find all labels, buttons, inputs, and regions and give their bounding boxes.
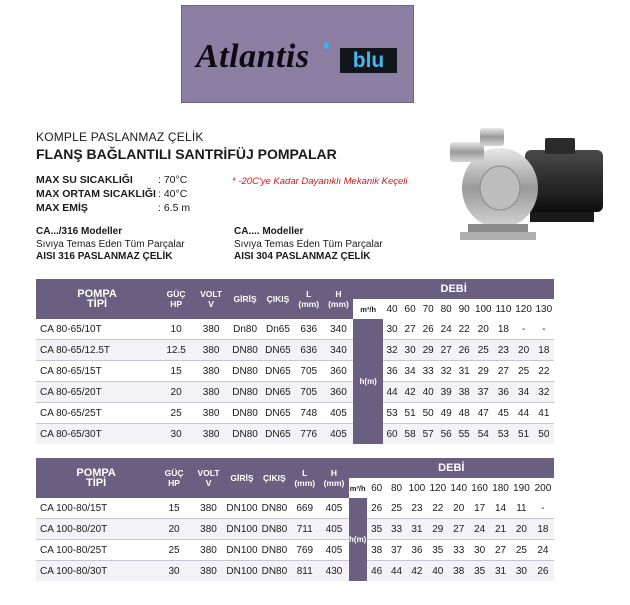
head-value: 25 — [514, 361, 534, 382]
head-value: 30 — [469, 540, 490, 561]
hp-cell: 10 — [170, 323, 182, 335]
model-cell: CA 100-80/25T — [36, 540, 156, 561]
head-value: 40 — [419, 382, 437, 403]
header-giris: GİRİŞ — [225, 458, 258, 498]
outlet-cell: DN65 — [262, 424, 294, 445]
head-value: 25 — [390, 502, 403, 514]
pump-table-80-65 — [36, 279, 554, 444]
head-value: 36 — [383, 361, 401, 382]
flow-value: 120 — [514, 299, 534, 319]
head-value: 35 — [469, 561, 490, 582]
material-316 — [36, 226, 185, 264]
head-value: 34 — [401, 361, 419, 382]
head-value: 51 — [514, 424, 534, 445]
height-cell: 340 — [324, 340, 354, 361]
head-value: 27 — [437, 340, 455, 361]
head-value: 33 — [448, 540, 469, 561]
head-value: 29 — [427, 519, 448, 540]
model-cell: CA 80-65/10T — [40, 323, 102, 335]
model-cell: CA 100-80/30T — [36, 561, 156, 582]
flow-value: 110 — [493, 299, 513, 319]
length-cell: 636 — [294, 340, 324, 361]
volt-cell: 380 — [194, 403, 228, 424]
brand-suffix: blu — [340, 48, 397, 73]
outlet-cell: Dn65 — [266, 323, 290, 335]
head-value: 32 — [534, 382, 554, 403]
height-cell: 430 — [319, 561, 348, 582]
head-value: 23 — [493, 340, 513, 361]
table-row — [36, 361, 554, 382]
inlet-cell: DN100 — [225, 540, 258, 561]
flow-value: 60 — [401, 299, 419, 319]
head-value: 50 — [419, 403, 437, 424]
length-cell: 636 — [300, 323, 318, 335]
head-value: 32 — [383, 340, 401, 361]
header-pompa: POMPA TİPİ — [36, 458, 156, 498]
head-value: 35 — [367, 519, 387, 540]
table-row — [36, 519, 554, 540]
head-value: 51 — [401, 403, 419, 424]
material-title: CA.... Modeller — [234, 226, 304, 237]
head-value: 26 — [422, 323, 434, 335]
head-value: 42 — [401, 382, 419, 403]
hp-cell: 30 — [156, 561, 192, 582]
volt-cell: 380 — [194, 382, 228, 403]
spec-max-suction — [36, 202, 190, 214]
inlet-cell: Dn80 — [233, 323, 258, 335]
head-value: 46 — [367, 561, 387, 582]
header-guc: GÜÇ HP — [156, 458, 192, 498]
head-value: 18 — [534, 340, 554, 361]
spec-water-temp — [36, 174, 187, 186]
header-guc: GÜÇ HP — [158, 279, 194, 319]
title-line-2: FLANŞ BAĞLANTILI SANTRİFÜJ POMPALAR — [36, 146, 337, 162]
flow-value: 40 — [383, 299, 401, 319]
length-cell: 711 — [290, 519, 319, 540]
spec-value: : 40°C — [158, 188, 188, 200]
head-value: 20 — [511, 519, 532, 540]
outlet-cell: DN80 — [259, 561, 290, 582]
volt-cell: 380 — [194, 340, 228, 361]
table-row — [36, 498, 554, 519]
model-cell: CA 80-65/30T — [36, 424, 158, 445]
volt-cell: 380 — [192, 540, 225, 561]
head-value: 18 — [532, 519, 554, 540]
table-row — [36, 319, 554, 340]
flow-value: 60 — [367, 478, 387, 498]
volt-cell: 380 — [192, 561, 225, 582]
height-cell: 405 — [319, 519, 348, 540]
head-value: 48 — [455, 403, 473, 424]
height-cell: 340 — [330, 323, 347, 335]
material-line: Sıvıya Temas Eden Tüm Parçalar — [36, 238, 185, 250]
outlet-cell: DN65 — [262, 403, 294, 424]
head-value: 39 — [437, 382, 455, 403]
table-row — [36, 382, 554, 403]
model-cell: CA 100-80/15T — [40, 502, 108, 514]
head-value: 22 — [534, 361, 554, 382]
outlet-cell: DN65 — [262, 361, 294, 382]
head-value: 40 — [427, 561, 448, 582]
head-label: h(m) — [353, 319, 383, 444]
length-cell: 776 — [294, 424, 324, 445]
outlet-cell: DN80 — [259, 540, 290, 561]
volt-cell: 380 — [194, 424, 228, 445]
pump-image — [440, 128, 612, 250]
spec-label: MAX EMİŞ — [36, 202, 88, 214]
head-value: 42 — [406, 561, 427, 582]
brand-name: Atlantis — [196, 38, 310, 75]
height-cell: 405 — [324, 403, 354, 424]
head-value: 27 — [448, 519, 469, 540]
hp-cell: 20 — [156, 519, 192, 540]
length-cell: 669 — [296, 502, 314, 514]
table-row — [36, 561, 554, 582]
volt-cell: 380 — [200, 502, 217, 514]
head-value: 24 — [440, 323, 452, 335]
model-cell: CA 80-65/12.5T — [36, 340, 158, 361]
head-value: 31 — [455, 361, 473, 382]
outlet-cell: DN65 — [262, 382, 294, 403]
head-value: 30 — [401, 340, 419, 361]
flow-value: 100 — [406, 478, 427, 498]
head-value: 47 — [473, 403, 493, 424]
head-value: 36 — [493, 382, 513, 403]
head-value: 11 — [516, 502, 527, 514]
head-value: 24 — [469, 519, 490, 540]
head-value: 22 — [458, 323, 470, 335]
outlet-cell: DN65 — [262, 340, 294, 361]
spec-label: MAX ORTAM SICAKLIĞI — [36, 188, 156, 200]
height-cell: 360 — [324, 361, 354, 382]
head-value: 26 — [371, 502, 383, 514]
table-row — [36, 340, 554, 361]
model-cell: CA 80-65/25T — [36, 403, 158, 424]
head-value: 25 — [511, 540, 532, 561]
header-cikis: ÇIKIŞ — [262, 279, 294, 319]
hp-cell: 25 — [158, 403, 194, 424]
head-value: 25 — [473, 340, 493, 361]
header-m3h: m³/h — [349, 478, 367, 498]
header-h: H (mm) — [319, 458, 348, 498]
spec-ambient-temp — [36, 188, 187, 200]
head-value: 24 — [532, 540, 554, 561]
material-title: CA.../316 Modeller — [36, 226, 123, 237]
head-value: 49 — [437, 403, 455, 424]
hp-cell: 15 — [158, 361, 194, 382]
header-volt: VOLT V — [192, 458, 225, 498]
head-value: 44 — [383, 382, 401, 403]
flow-value: 90 — [455, 299, 473, 319]
flow-value: 80 — [387, 478, 407, 498]
flow-value: 120 — [427, 478, 448, 498]
model-cell: CA 80-65/20T — [36, 382, 158, 403]
length-cell: 705 — [294, 382, 324, 403]
spec-label: MAX SU SICAKLIĞI — [36, 174, 133, 186]
hp-cell: 15 — [168, 502, 180, 514]
inlet-cell: DN100 — [225, 561, 258, 582]
head-value: 29 — [419, 340, 437, 361]
head-value: 29 — [473, 361, 493, 382]
head-value: 20 — [477, 323, 489, 335]
head-value: 27 — [493, 361, 513, 382]
table-row — [36, 403, 554, 424]
head-value: 22 — [432, 502, 444, 514]
head-value: - — [542, 323, 546, 335]
water-drop-icon — [324, 42, 329, 49]
material-line: Sıvıya Temas Eden Tüm Parçalar — [234, 238, 383, 250]
head-value: 37 — [387, 540, 407, 561]
head-value: 54 — [473, 424, 493, 445]
head-value: 33 — [419, 361, 437, 382]
head-value: - — [541, 502, 545, 514]
inlet-cell: DN100 — [226, 502, 258, 514]
flow-value: 180 — [490, 478, 511, 498]
head-value: 30 — [386, 323, 398, 335]
pump-table-100-80 — [36, 458, 554, 581]
spec-value: : 6.5 m — [158, 202, 191, 214]
head-value: 50 — [534, 424, 554, 445]
head-value: 38 — [448, 561, 469, 582]
flow-value: 200 — [532, 478, 554, 498]
head-value: 45 — [493, 403, 513, 424]
head-value: 20 — [514, 340, 534, 361]
head-value: 53 — [383, 403, 401, 424]
header-l: L (mm) — [294, 279, 324, 319]
header-l: L (mm) — [290, 458, 319, 498]
volt-cell: 380 — [194, 361, 228, 382]
height-cell: 360 — [324, 382, 354, 403]
inlet-cell: DN80 — [228, 361, 262, 382]
table-row — [36, 540, 554, 561]
height-cell: 405 — [325, 502, 343, 514]
flow-value: 160 — [469, 478, 490, 498]
head-value: 14 — [494, 502, 507, 514]
head-value: 44 — [514, 403, 534, 424]
header-giris: GİRİŞ — [228, 279, 262, 319]
head-value: 36 — [406, 540, 427, 561]
head-value: 56 — [437, 424, 455, 445]
head-value: 37 — [473, 382, 493, 403]
length-cell: 811 — [290, 561, 319, 582]
head-value: 30 — [511, 561, 532, 582]
header-debi: DEBİ — [353, 279, 554, 299]
head-label: h(m) — [349, 498, 367, 581]
header-h: H (mm) — [324, 279, 354, 319]
height-cell: 405 — [324, 424, 354, 445]
flow-value: 100 — [473, 299, 493, 319]
flow-value: 190 — [511, 478, 532, 498]
length-cell: 769 — [290, 540, 319, 561]
hp-cell: 30 — [158, 424, 194, 445]
spec-value: : 70°C — [158, 174, 188, 186]
hp-cell: 20 — [158, 382, 194, 403]
model-cell: CA 80-65/15T — [36, 361, 158, 382]
head-value: 27 — [404, 323, 416, 335]
length-cell: 705 — [294, 361, 324, 382]
material-grade: AISI 316 PASLANMAZ ÇELİK — [36, 251, 173, 262]
material-304 — [234, 226, 383, 264]
header-m3h: m³/h — [353, 299, 383, 319]
head-value: 18 — [497, 323, 509, 335]
head-value: 38 — [367, 540, 387, 561]
head-value: - — [521, 323, 526, 335]
header-volt: VOLT V — [194, 279, 228, 319]
header-cikis: ÇIKIŞ — [259, 458, 290, 498]
flow-value: 70 — [419, 299, 437, 319]
head-value: 27 — [490, 540, 511, 561]
head-value: 17 — [474, 502, 486, 514]
header-debi: DEBİ — [349, 458, 554, 478]
volt-cell: 380 — [192, 519, 225, 540]
head-value: 20 — [453, 502, 465, 514]
head-value: 55 — [455, 424, 473, 445]
hp-cell: 12.5 — [158, 340, 194, 361]
flow-value: 80 — [437, 299, 455, 319]
head-value: 38 — [455, 382, 473, 403]
head-value: 58 — [401, 424, 419, 445]
header-pompa: POMPA TİPİ — [36, 279, 158, 319]
volt-cell: 380 — [202, 323, 220, 335]
head-value: 26 — [455, 340, 473, 361]
head-value: 57 — [419, 424, 437, 445]
head-value: 23 — [411, 502, 423, 514]
head-value: 41 — [534, 403, 554, 424]
head-value: 60 — [383, 424, 401, 445]
head-value: 31 — [406, 519, 427, 540]
seal-note: * -20C'ye Kadar Dayanıklı Mekanik Keçeli — [232, 176, 408, 187]
inlet-cell: DN80 — [228, 403, 262, 424]
outlet-cell: DN80 — [261, 502, 288, 514]
inlet-cell: DN80 — [228, 424, 262, 445]
head-value: 31 — [490, 561, 511, 582]
brand-logo — [181, 5, 414, 103]
table-row — [36, 424, 554, 445]
head-value: 35 — [427, 540, 448, 561]
hp-cell: 25 — [156, 540, 192, 561]
flow-value: 130 — [534, 299, 554, 319]
head-value: 53 — [493, 424, 513, 445]
model-cell: CA 100-80/20T — [36, 519, 156, 540]
head-value: 34 — [514, 382, 534, 403]
head-value: 26 — [532, 561, 554, 582]
head-value: 33 — [387, 519, 407, 540]
title-line-1: KOMPLE PASLANMAZ ÇELİK — [36, 130, 204, 144]
inlet-cell: DN80 — [228, 382, 262, 403]
head-value: 44 — [387, 561, 407, 582]
outlet-cell: DN80 — [259, 519, 290, 540]
inlet-cell: DN100 — [225, 519, 258, 540]
inlet-cell: DN80 — [228, 340, 262, 361]
head-value: 21 — [490, 519, 511, 540]
flow-value: 140 — [448, 478, 469, 498]
head-value: 32 — [437, 361, 455, 382]
length-cell: 748 — [294, 403, 324, 424]
material-grade: AISI 304 PASLANMAZ ÇELİK — [234, 251, 371, 262]
height-cell: 405 — [319, 540, 348, 561]
